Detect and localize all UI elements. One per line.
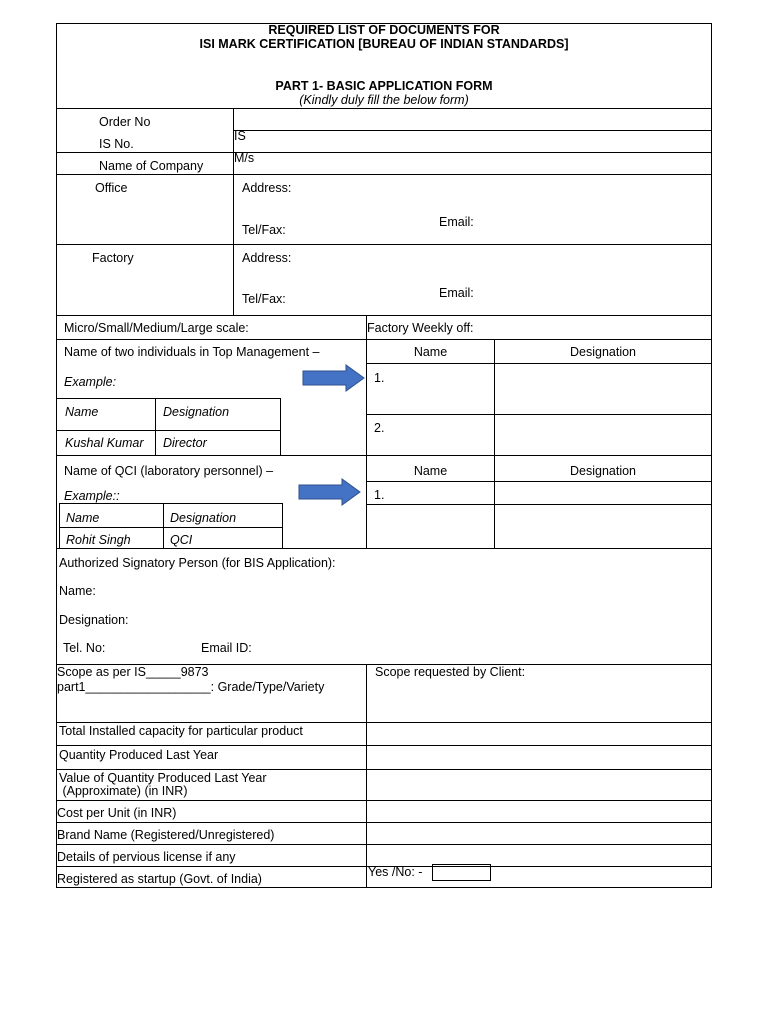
- value-label-line2: (Approximate) (in INR): [59, 784, 188, 798]
- management-row2-designation-field[interactable]: [495, 415, 711, 455]
- signatory-title: Authorized Signatory Person (for BIS Application):: [59, 556, 336, 570]
- management-col-designation: Designation: [569, 345, 636, 359]
- example-head-name: Name: [65, 405, 99, 419]
- scale-label: Micro/Small/Medium/Large scale:: [64, 321, 249, 335]
- capacity-label: Total Installed capacity for particular product: [59, 724, 303, 738]
- license-field[interactable]: [367, 845, 711, 866]
- management-col-name: Name: [413, 345, 448, 359]
- qci-example-label: Example::: [64, 489, 120, 503]
- qci-example-head-name: Name: [66, 511, 100, 525]
- arrow-right-icon: [298, 478, 362, 506]
- management-example-label: Example:: [64, 375, 117, 389]
- company-field[interactable]: [258, 153, 711, 174]
- capacity-field[interactable]: [367, 723, 711, 745]
- is-no-label: IS No.: [99, 137, 134, 151]
- value-label-line1: Value of Quantity Produced Last Year: [59, 771, 267, 785]
- factory-telfax-label: Tel/Fax:: [242, 292, 286, 306]
- signatory-email-label: Email ID:: [201, 641, 252, 655]
- license-label: Details of pervious license if any: [57, 850, 236, 864]
- qci-col-name: Name: [413, 464, 448, 478]
- management-row1-number: 1.: [374, 371, 385, 385]
- cost-label: Cost per Unit (in INR): [57, 806, 177, 820]
- company-prefix: M/s: [234, 151, 255, 165]
- qci-row1-designation-field[interactable]: [495, 482, 711, 504]
- company-label: Name of Company: [99, 159, 204, 173]
- scope-client-field[interactable]: [367, 683, 711, 721]
- factory-email-label: Email:: [439, 286, 474, 300]
- signatory-name-field[interactable]: [102, 580, 702, 600]
- qci-row1-number: 1.: [374, 488, 385, 502]
- scope-line2: part1__________________: Grade/Type/Variety: [57, 680, 325, 694]
- qci-example-head-designation: Designation: [170, 511, 237, 525]
- brand-label: Brand Name (Registered/Unregistered): [57, 828, 275, 842]
- cost-field[interactable]: [367, 801, 711, 822]
- qty-last-year-label: Quantity Produced Last Year: [59, 748, 219, 762]
- office-email-label: Email:: [439, 215, 474, 229]
- order-no-label: Order No: [99, 115, 151, 129]
- example-name: Kushal Kumar: [65, 436, 144, 450]
- signatory-name-label: Name:: [59, 584, 96, 598]
- form-title-line1: REQUIRED LIST OF DOCUMENTS FOR: [268, 23, 500, 37]
- office-telfax-label: Tel/Fax:: [242, 223, 286, 237]
- qci-col-designation: Designation: [569, 464, 636, 478]
- part-subtitle: (Kindly duly fill the below form): [299, 93, 469, 107]
- part-title: PART 1- BASIC APPLICATION FORM: [275, 79, 493, 93]
- office-details-field[interactable]: [234, 175, 711, 244]
- management-row2-number: 2.: [374, 421, 385, 435]
- startup-yes-no-field[interactable]: [432, 864, 491, 881]
- scope-line1: Scope as per IS_____9873: [57, 665, 209, 679]
- is-no-field[interactable]: [250, 131, 711, 152]
- qci-label: Name of QCI (laboratory personnel) –: [64, 464, 274, 478]
- brand-field[interactable]: [367, 823, 711, 844]
- management-example-table: [56, 398, 281, 456]
- example-designation: Director: [163, 436, 207, 450]
- signatory-designation-label: Designation:: [59, 613, 129, 627]
- startup-label: Registered as startup (Govt. of India): [57, 872, 262, 886]
- qci-example-designation: QCI: [170, 533, 193, 547]
- arrow-right-icon: [302, 364, 366, 392]
- startup-yes-no-label: Yes /No: -: [368, 865, 423, 879]
- signatory-tel-field[interactable]: [112, 637, 197, 657]
- qty-last-year-field[interactable]: [367, 746, 711, 769]
- office-label: Office: [95, 181, 128, 195]
- order-no-field[interactable]: [234, 109, 711, 130]
- example-head-designation: Designation: [163, 405, 230, 419]
- form-title-line2: ISI MARK CERTIFICATION [BUREAU OF INDIAN STANDARDS]: [199, 37, 569, 51]
- management-row2-name-field[interactable]: [385, 415, 493, 455]
- management-row1-designation-field[interactable]: [495, 364, 711, 414]
- signatory-email-field[interactable]: [258, 637, 702, 657]
- signatory-designation-field[interactable]: [134, 609, 702, 629]
- is-no-prefix: IS: [234, 129, 246, 143]
- value-field[interactable]: [367, 770, 711, 800]
- signatory-tel-label: Tel. No:: [63, 641, 106, 655]
- qci-row1-name-field[interactable]: [385, 482, 493, 504]
- qci-example-name: Rohit Singh: [66, 533, 131, 547]
- factory-label: Factory: [92, 251, 134, 265]
- factory-address-label: Address:: [242, 251, 292, 265]
- factory-details-field[interactable]: [234, 245, 711, 315]
- weekly-off-label: Factory Weekly off:: [367, 321, 474, 335]
- scope-client-label: Scope requested by Client:: [375, 665, 526, 679]
- office-address-label: Address:: [242, 181, 292, 195]
- management-row1-name-field[interactable]: [385, 364, 493, 414]
- qci-example-table: [59, 503, 283, 549]
- management-label: Name of two individuals in Top Management –: [64, 345, 320, 359]
